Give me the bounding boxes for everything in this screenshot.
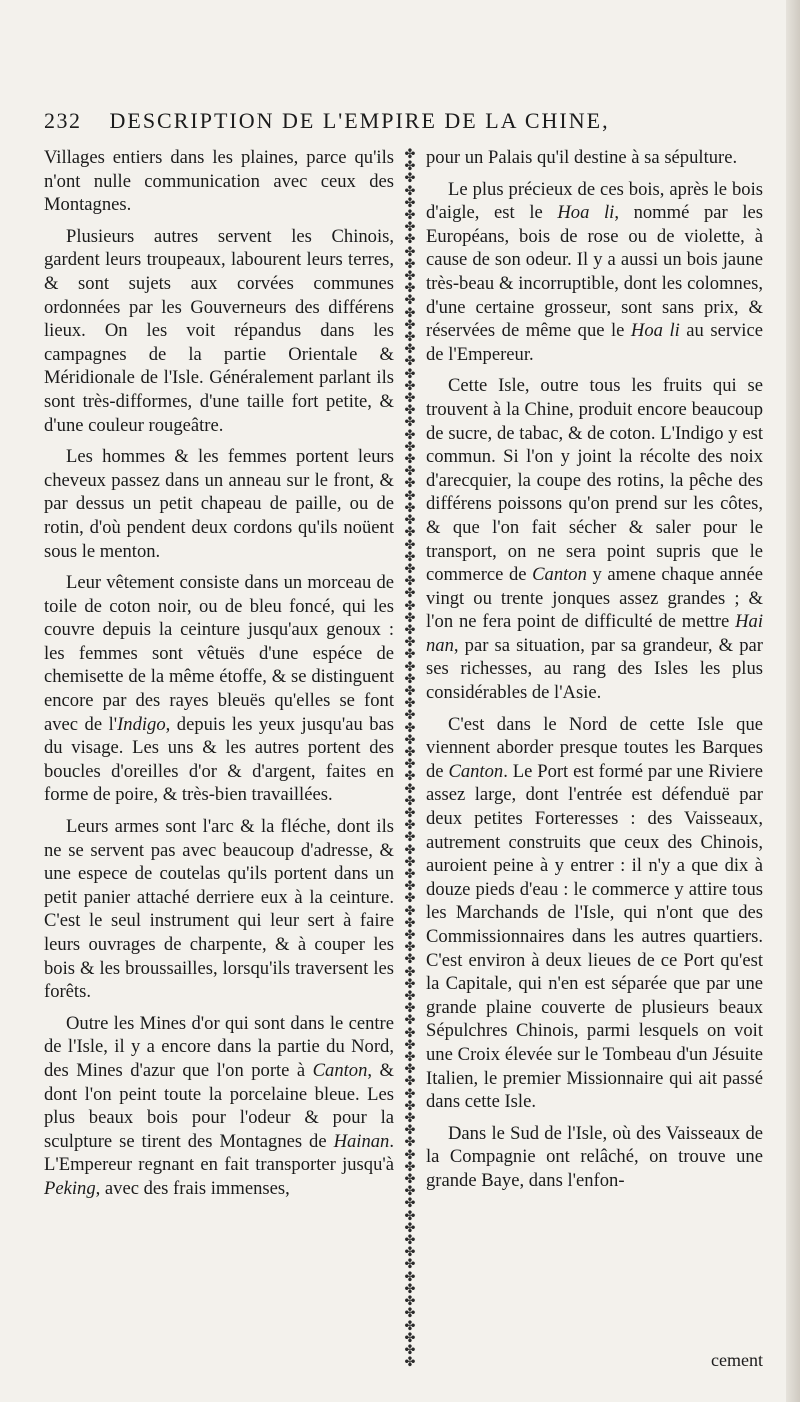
- column-divider-ornament: ✤✤✤✤✤✤✤✤✤✤✤✤✤✤✤✤✤✤✤✤✤✤✤✤✤✤✤✤✤✤✤✤✤✤✤✤✤✤✤✤✤✤✤✤✤✤✤✤✤✤✤✤✤✤✤✤✤✤✤✤✤✤✤✤✤✤✤✤✤✤✤✤✤✤✤✤✤✤✤✤✤✤✤✤✤✤✤✤✤✤✤✤✤✤✤✤✤✤✤✤: [404, 146, 416, 1370]
- paragraph: Le plus précieux de ces bois, après le bois d'aigle, est le Hoa li, nommé par les Européans, bois de rose ou de violette, à cause de son odeur. Il y a aussi un bois jaune très-beau & incorruptible, dont les colomnes, d'une certaine grosseur, sont sans prix, & réservées de même que le Hoa li au service de l'Empereur.: [426, 178, 763, 365]
- page-edge: [786, 0, 800, 1402]
- right-column: [426, 146, 763, 1201]
- paragraph: Cette Isle, outre tous les fruits qui se trouvent à la Chine, produit encore beaucoup de sucre, de tabac, & de coton. L'Indigo y est commun. Si l'on y joint la récolte des noix d'arecquier, la coupe des rotins, la pêche des différens poissons qu'on prend sur les côtes, & que l'on fait sécher & saler pour le transport, on ne sera point supris que le commerce de Canton y amene chaque année vingt ou trente jonques assez grandes ; & l'on ne fera point de difficulté de mettre Hai nan, par sa situation, par sa grandeur, & par ses richesses, au rang des Isles les plus considérables de l'Asie.: [426, 375, 763, 704]
- paragraph: pour un Palais qu'il destine à sa sépulture.: [426, 147, 738, 168]
- paragraph: C'est dans le Nord de cette Isle que viennent aborder presque toutes les Barques de Canton. Le Port est formé par une Riviere assez large, dont l'entrée est défenduë par deux petites Forteresses : des Vaisseaux, autrement construits que ceux des Chinois, auroient peine à y entrer : il n'y a que dix à douze pieds d'eau : le commerce y attire tous les Marchands de l'Isle, qui n'ont que des Commissionnaires dans les autres quartiers. C'est environ à deux lieues de ce Port qu'est la Capitale, qui n'en est séparée que par une grande plaine couverte de plusieurs beaux Sépulchres Chinois, parmi lesquels on voit une Croix élevée sur le Tombeau d'un Jésuite Italien, le premier Missionnaire qui ait passé dans cette Isle.: [426, 713, 763, 1113]
- catchword: cement: [711, 1350, 763, 1370]
- paragraph: Villages entiers dans les plaines, parce qu'ils n'ont nulle communication avec ceux des Montagnes.: [44, 147, 394, 216]
- running-title: DESCRIPTION DE L'EMPIRE DE LA CHINE,: [109, 108, 610, 133]
- paragraph: Outre les Mines d'or qui sont dans le centre de l'Isle, il y a encore dans la partie du Nord, des Mines d'azur que l'on porte à Canton, & dont l'on peint toute la porcelaine bleue. Les plus beaux bois pour l'odeur & pour la sculpture se tirent des Montagnes de Hainan. L'Empereur regnant en fait transporter jusqu'à Peking, avec des frais immenses,: [44, 1012, 394, 1199]
- paragraph: Dans le Sud de l'Isle, où des Vaisseaux de la Compagnie ont relâché, on trouve une grande Baye, dans l'enfon-: [426, 1122, 763, 1191]
- paragraph: Leur vêtement consiste dans un morceau de toile de coton noir, ou de bleu foncé, qui les couvre depuis la ceinture jusqu'aux genoux : les femmes sont vêtuës d'une espéce de chemisette de la même étoffe, & se distinguent encore par des rayes bleuës qu'elles se font avec de l'Indigo, depuis les yeux jusqu'au bas du visage. Les uns & les autres portent des boucles d'oreilles d'or & d'argent, faites en forme de poire, & très-bien travaillées.: [44, 572, 395, 806]
- left-column: [44, 146, 394, 1209]
- page-header: [44, 108, 764, 148]
- paragraph: Leurs armes sont l'arc & la fléche, dont ils ne se servent pas avec beaucoup d'adresse, & une espece de coutelas qu'ils portent dans un petit panier attaché derriere eux à la ceinture. C'est le seul instrument qui leur sert à faire leurs ouvrages de charpente, & à couper les bois & les broussailles, lorsqu'ils traversent les forêts.: [44, 816, 394, 1003]
- paragraph: Plusieurs autres servent les Chinois, gardent leurs troupeaux, labourent leurs terres, & sont sujets aux corvées communes ordonnées par les Gouverneurs des différens lieux. On les voit répandus dans les campagnes de la partie Orientale & Méridionale de l'Isle. Généralement parlant ils sont très-difformes, d'une taille fort petite, & d'une couleur rougeâtre.: [44, 225, 394, 436]
- page-number: 232: [44, 108, 82, 133]
- paragraph: Les hommes & les femmes portent leurs cheveux passez dans un anneau sur le front, & par dessus un petit chapeau de paille, ou de rotin, d'où pendent deux cordons qu'ils noüent sous le menton.: [44, 446, 394, 562]
